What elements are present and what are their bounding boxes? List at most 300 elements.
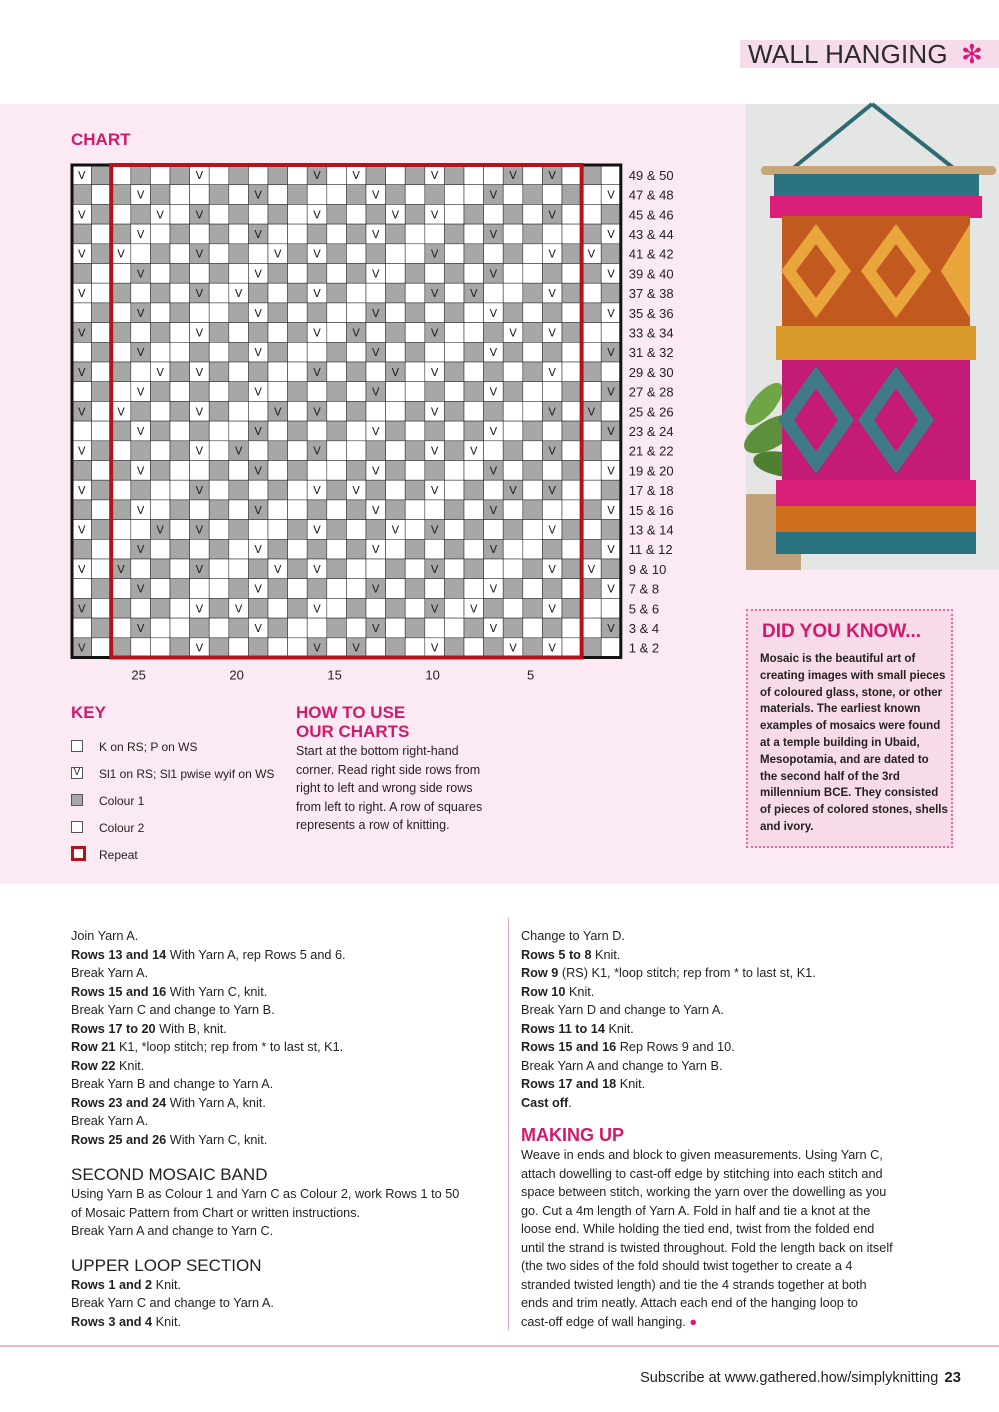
chart-cell — [386, 579, 406, 599]
chart-cell — [444, 382, 464, 402]
chart-cell — [346, 539, 366, 559]
chart-cell — [288, 382, 308, 402]
chart-cell — [170, 362, 190, 382]
chart-cell — [503, 362, 523, 382]
chart-cell — [366, 362, 386, 382]
chart-cell — [346, 421, 366, 441]
chart-cell — [503, 224, 523, 244]
chart-slip-symbol: V — [372, 306, 380, 320]
chart-cell — [190, 618, 210, 638]
chart-cell — [386, 264, 406, 284]
chart-cell — [523, 618, 543, 638]
chart-cell — [92, 303, 112, 323]
chart-cell — [601, 362, 621, 382]
chart-cell — [72, 185, 92, 205]
chart-cell — [405, 618, 425, 638]
chart-cell — [190, 303, 210, 323]
chart-cell — [268, 382, 288, 402]
chart-cell — [268, 204, 288, 224]
chart-cell — [523, 323, 543, 343]
chart-cell — [248, 362, 268, 382]
chart-column-label: 20 — [229, 667, 244, 683]
chart-row-label: 41 & 42 — [628, 246, 674, 262]
chart-cell — [72, 224, 92, 244]
chart-cell — [72, 539, 92, 559]
chart-cell — [92, 539, 112, 559]
did-you-know-title: DID YOU KNOW... — [762, 621, 922, 642]
asterisk-flower-icon: ✻ — [961, 39, 983, 69]
chart-cell — [523, 539, 543, 559]
chart-cell — [562, 165, 582, 185]
instruction-line — [71, 1313, 491, 1332]
second-mosaic-title: SECOND MOSAIC BAND — [71, 1165, 268, 1184]
chart-cell — [346, 500, 366, 520]
chart-cell — [503, 342, 523, 362]
did-you-know-box — [746, 609, 953, 848]
chart-cell — [366, 401, 386, 421]
chart-cell — [209, 579, 229, 599]
chart-cell — [523, 421, 543, 441]
chart-cell — [170, 401, 190, 421]
chart-slip-symbol: V — [607, 306, 615, 320]
chart-cell — [601, 441, 621, 461]
chart-cell — [425, 224, 445, 244]
chart-row-label: 11 & 12 — [628, 542, 673, 558]
chart-cell — [542, 342, 562, 362]
chart-cell — [229, 579, 249, 599]
chart-cell — [484, 480, 504, 500]
chart-cell — [72, 303, 92, 323]
chart-slip-symbol: V — [254, 227, 262, 241]
chart-cell — [444, 618, 464, 638]
chart-cell — [346, 579, 366, 599]
chart-cell — [92, 362, 112, 382]
chart-cell — [562, 638, 582, 658]
chart-cell — [209, 165, 229, 185]
chart-cell — [405, 520, 425, 540]
chart-slip-symbol: V — [136, 424, 145, 438]
chart-slip-symbol: V — [430, 444, 439, 458]
chart-slip-symbol: V — [78, 484, 86, 498]
chart-cell — [150, 598, 170, 618]
chart-cell — [523, 303, 543, 323]
chart-cell — [229, 520, 249, 540]
chart-cell — [346, 401, 366, 421]
chart-cell — [327, 244, 347, 264]
chart-cell — [503, 382, 523, 402]
instruction-row-label: Row 9 — [521, 966, 559, 980]
chart-cell — [170, 441, 190, 461]
chart-cell — [405, 264, 425, 284]
chart-cell — [248, 204, 268, 224]
chart-cell — [327, 323, 347, 343]
instruction-row-label: Rows 5 to 8 — [521, 947, 592, 962]
chart-column-label: 25 — [131, 667, 146, 683]
chart-slip-symbol: V — [254, 267, 262, 281]
chart-cell — [484, 283, 504, 303]
chart-cell — [444, 539, 464, 559]
chart-cell — [425, 185, 445, 205]
chart-cell — [131, 323, 151, 343]
chart-cell — [562, 204, 582, 224]
chart-cell — [268, 579, 288, 599]
chart-cell — [288, 618, 308, 638]
key-swatch-grey — [71, 794, 83, 806]
chart-cell — [444, 342, 464, 362]
chart-cell — [425, 421, 445, 441]
chart-cell — [601, 401, 621, 421]
chart-cell — [503, 441, 523, 461]
chart-cell — [444, 165, 464, 185]
chart-cell — [464, 224, 484, 244]
mosaic-chart — [70, 163, 674, 693]
chart-cell — [484, 401, 504, 421]
chart-cell — [327, 264, 347, 284]
chart-cell — [248, 401, 268, 421]
chart-cell — [92, 618, 112, 638]
instruction-text: With B, knit. — [155, 1021, 227, 1036]
chart-slip-symbol: V — [607, 503, 615, 517]
instruction-text: Knit. — [565, 984, 595, 999]
instruction-text: Change to Yarn D. — [521, 929, 625, 943]
chart-cell — [425, 382, 445, 402]
second-mosaic-line: of Mosaic Pattern from Chart or written instructions. — [71, 1205, 361, 1220]
chart-cell — [190, 185, 210, 205]
chart-cell — [346, 264, 366, 284]
chart-cell — [111, 579, 131, 599]
chart-cell — [562, 618, 582, 638]
chart-cell — [170, 165, 190, 185]
chart-cell — [601, 165, 621, 185]
chart-row-label: 31 & 32 — [628, 345, 674, 361]
chart-cell — [229, 244, 249, 264]
chart-slip-symbol: V — [78, 641, 86, 655]
chart-cell — [150, 559, 170, 579]
chart-slip-symbol: V — [352, 168, 360, 182]
chart-cell — [209, 421, 229, 441]
chart-slip-symbol: V — [313, 365, 321, 379]
chart-cell — [601, 598, 621, 618]
chart-cell — [464, 559, 484, 579]
chart-cell — [386, 559, 406, 579]
chart-slip-symbol: V — [587, 562, 596, 576]
chart-cell — [92, 244, 112, 264]
chart-cell — [111, 264, 131, 284]
chart-cell — [229, 165, 249, 185]
chart-cell — [131, 204, 151, 224]
chart-cell — [92, 224, 112, 244]
chart-cell — [248, 165, 268, 185]
chart-cell — [484, 520, 504, 540]
chart-cell — [92, 421, 112, 441]
chart-slip-symbol: V — [489, 464, 498, 478]
chart-cell — [366, 598, 386, 618]
chart-cell — [386, 342, 406, 362]
chart-slip-symbol: V — [470, 287, 478, 301]
chart-cell — [92, 342, 112, 362]
chart-cell — [582, 323, 602, 343]
chart-cell — [209, 618, 229, 638]
key-title: KEY — [71, 703, 106, 722]
chart-cell — [523, 185, 543, 205]
chart-cell — [111, 382, 131, 402]
chart-cell — [386, 421, 406, 441]
chart-cell — [288, 480, 308, 500]
chart-cell — [150, 224, 170, 244]
chart-cell — [268, 461, 288, 481]
chart-cell — [327, 520, 347, 540]
chart-slip-symbol: V — [313, 562, 321, 576]
chart-cell — [405, 224, 425, 244]
instruction-line — [521, 946, 961, 965]
chart-cell — [288, 185, 308, 205]
chart-cell — [131, 401, 151, 421]
chart-cell — [72, 342, 92, 362]
chart-slip-symbol: V — [136, 267, 145, 281]
chart-cell — [150, 264, 170, 284]
instruction-text: Break Yarn B and change to Yarn A. — [71, 1077, 274, 1091]
instruction-text: With Yarn A, knit. — [166, 1095, 266, 1110]
wall-hanging-photo — [746, 104, 999, 570]
chart-cell — [464, 362, 484, 382]
chart-cell — [209, 283, 229, 303]
chart-slip-symbol: V — [489, 582, 498, 596]
chart-cell — [268, 539, 288, 559]
chart-row-label: 29 & 30 — [628, 364, 674, 380]
chart-cell — [542, 579, 562, 599]
chart-cell — [268, 441, 288, 461]
chart-cell — [92, 520, 112, 540]
chart-cell — [170, 244, 190, 264]
instruction-row-label: Rows 17 and 18 — [521, 1077, 617, 1091]
chart-slip-symbol: V — [78, 326, 86, 340]
instruction-line — [71, 1038, 491, 1057]
chart-cell — [92, 401, 112, 421]
chart-cell — [346, 598, 366, 618]
chart-cell — [405, 185, 425, 205]
key-swatch-blank — [71, 740, 83, 752]
chart-cell — [288, 598, 308, 618]
chart-cell — [150, 283, 170, 303]
instruction-text: (RS) K1, *loop stitch; rep from * to last st, K1. — [558, 966, 816, 980]
chart-cell — [229, 618, 249, 638]
chart-cell — [562, 323, 582, 343]
chart-cell — [248, 283, 268, 303]
chart-cell — [386, 283, 406, 303]
chart-cell — [268, 480, 288, 500]
chart-slip-symbol: V — [136, 543, 145, 557]
making-up-line: stranded twisted length) and tie the 4 strands together at both — [521, 1277, 867, 1292]
chart-cell — [562, 283, 582, 303]
chart-cell — [562, 421, 582, 441]
instruction-line — [521, 927, 961, 946]
chart-cell — [72, 264, 92, 284]
chart-slip-symbol: V — [587, 405, 596, 419]
chart-cell — [444, 500, 464, 520]
chart-slip-symbol: V — [254, 188, 262, 202]
chart-slip-symbol: V — [607, 385, 615, 399]
instruction-line — [71, 1131, 491, 1150]
instruction-text: Break Yarn A and change to Yarn B. — [521, 1058, 723, 1073]
chart-cell — [444, 441, 464, 461]
chart-cell — [307, 500, 327, 520]
chart-slip-symbol: V — [313, 602, 321, 616]
chart-slip-symbol: V — [254, 582, 262, 596]
chart-cell — [484, 598, 504, 618]
chart-cell — [111, 539, 131, 559]
howto-title-line1: HOW TO USE — [296, 703, 406, 722]
chart-row-label: 15 & 16 — [628, 502, 674, 518]
instruction-text: . — [568, 1095, 572, 1110]
chart-cell — [386, 165, 406, 185]
chart-slip-symbol: V — [430, 562, 439, 576]
chart-cell — [170, 303, 190, 323]
chart-cell — [268, 165, 288, 185]
chart-cell — [150, 461, 170, 481]
instruction-line — [71, 927, 491, 946]
chart-cell — [386, 539, 406, 559]
chart-cell — [562, 598, 582, 618]
chart-cell — [229, 539, 249, 559]
chart-slip-symbol: V — [313, 247, 321, 261]
instruction-line — [71, 1057, 491, 1076]
chart-cell — [484, 441, 504, 461]
chart-cell — [170, 204, 190, 224]
chart-title: CHART — [71, 130, 131, 149]
chart-cell — [346, 362, 366, 382]
chart-cell — [170, 559, 190, 579]
chart-cell — [327, 500, 347, 520]
chart-cell — [444, 421, 464, 441]
chart-cell — [327, 342, 347, 362]
chart-cell — [582, 500, 602, 520]
chart-cell — [346, 342, 366, 362]
chart-cell — [582, 185, 602, 205]
chart-cell — [464, 618, 484, 638]
chart-cell — [327, 185, 347, 205]
chart-cell — [405, 382, 425, 402]
chart-cell — [150, 638, 170, 658]
chart-cell — [170, 539, 190, 559]
instruction-row-label: Cast off — [521, 1095, 569, 1110]
chart-slip-symbol: V — [430, 641, 439, 655]
chart-cell — [444, 598, 464, 618]
chart-slip-symbol: V — [548, 602, 556, 616]
chart-slip-symbol: V — [195, 444, 204, 458]
chart-cell — [327, 480, 347, 500]
instruction-row-label: Rows 11 to 14 — [521, 1021, 605, 1036]
chart-cell — [170, 480, 190, 500]
chart-cell — [346, 520, 366, 540]
chart-cell — [425, 500, 445, 520]
chart-slip-symbol: V — [234, 287, 243, 301]
chart-row-label: 9 & 10 — [628, 561, 667, 577]
chart-cell — [366, 520, 386, 540]
chart-cell — [582, 461, 602, 481]
chart-slip-symbol: V — [372, 582, 380, 596]
chart-slip-symbol: V — [548, 405, 556, 419]
chart-cell — [503, 539, 523, 559]
chart-slip-symbol: V — [254, 424, 262, 438]
chart-cell — [523, 579, 543, 599]
chart-slip-symbol: V — [313, 326, 321, 340]
chart-slip-symbol: V — [391, 523, 400, 537]
chart-cell — [92, 579, 112, 599]
instruction-text: Join Yarn A. — [71, 929, 139, 943]
chart-cell — [307, 264, 327, 284]
chart-cell — [366, 480, 386, 500]
chart-slip-symbol: V — [156, 365, 164, 379]
howto-title-line2: OUR CHARTS — [296, 722, 410, 741]
chart-cell — [366, 283, 386, 303]
making-up-line: until the strand is twisted throughout. Fold the length back on itself — [521, 1240, 893, 1255]
chart-cell — [444, 559, 464, 579]
chart-slip-symbol: V — [195, 641, 204, 655]
chart-cell — [542, 539, 562, 559]
chart-slip-symbol: V — [117, 247, 125, 261]
chart-cell — [582, 579, 602, 599]
chart-cell — [405, 500, 425, 520]
chart-cell — [150, 323, 170, 343]
chart-cell — [601, 520, 621, 540]
chart-cell — [150, 401, 170, 421]
did-you-know-text: Mosaic is the beautiful art of creating images with small pieces of coloured glass, stone, or other materials. The earliest known examples of mosaics were found at a temple building in Ubaid, Mesopotamia, and are dated to the second half of the 3rd millennium BCE. They consisted of pieces of colored stones, shells and ivory. — [760, 653, 948, 833]
howto-title — [296, 703, 496, 741]
making-up-line: cast-off edge of wall hanging. ● — [521, 1314, 698, 1329]
chart-cell — [248, 323, 268, 343]
chart-cell — [209, 303, 229, 323]
instruction-row-label: Rows 15 and 16 — [521, 1040, 617, 1054]
chart-cell — [582, 165, 602, 185]
instruction-line — [521, 1020, 961, 1039]
chart-cell — [72, 382, 92, 402]
page-number: 23 — [944, 1369, 961, 1386]
subscribe-link[interactable]: Subscribe at www.gathered.how/simplyknitting — [640, 1370, 939, 1386]
chart-slip-symbol: V — [117, 562, 125, 576]
chart-slip-symbol: V — [313, 168, 321, 182]
chart-cell — [562, 303, 582, 323]
instruction-row-label: Rows 1 and 2 — [71, 1277, 153, 1292]
chart-cell — [346, 224, 366, 244]
chart-cell — [464, 165, 484, 185]
chart-cell — [366, 638, 386, 658]
instruction-line — [521, 964, 961, 983]
chart-cell — [542, 618, 562, 638]
chart-cell — [209, 539, 229, 559]
instruction-text: Break Yarn D and change to Yarn A. — [521, 1003, 724, 1017]
chart-slip-symbol: V — [489, 227, 498, 241]
chart-cell — [209, 480, 229, 500]
chart-slip-symbol: V — [78, 562, 86, 576]
chart-cell — [484, 204, 504, 224]
chart-cell — [288, 204, 308, 224]
chart-cell — [209, 342, 229, 362]
chart-slip-symbol: V — [136, 621, 145, 635]
chart-cell — [288, 323, 308, 343]
chart-cell — [386, 638, 406, 658]
chart-slip-symbol: V — [156, 208, 164, 222]
chart-slip-symbol: V — [430, 523, 439, 537]
chart-cell — [601, 480, 621, 500]
chart-cell — [248, 638, 268, 658]
chart-slip-symbol: V — [195, 484, 204, 498]
chart-cell — [444, 185, 464, 205]
chart-cell — [131, 244, 151, 264]
chart-cell — [464, 323, 484, 343]
chart-slip-symbol: V — [195, 247, 204, 261]
chart-cell — [209, 244, 229, 264]
chart-slip-symbol: V — [274, 405, 282, 419]
